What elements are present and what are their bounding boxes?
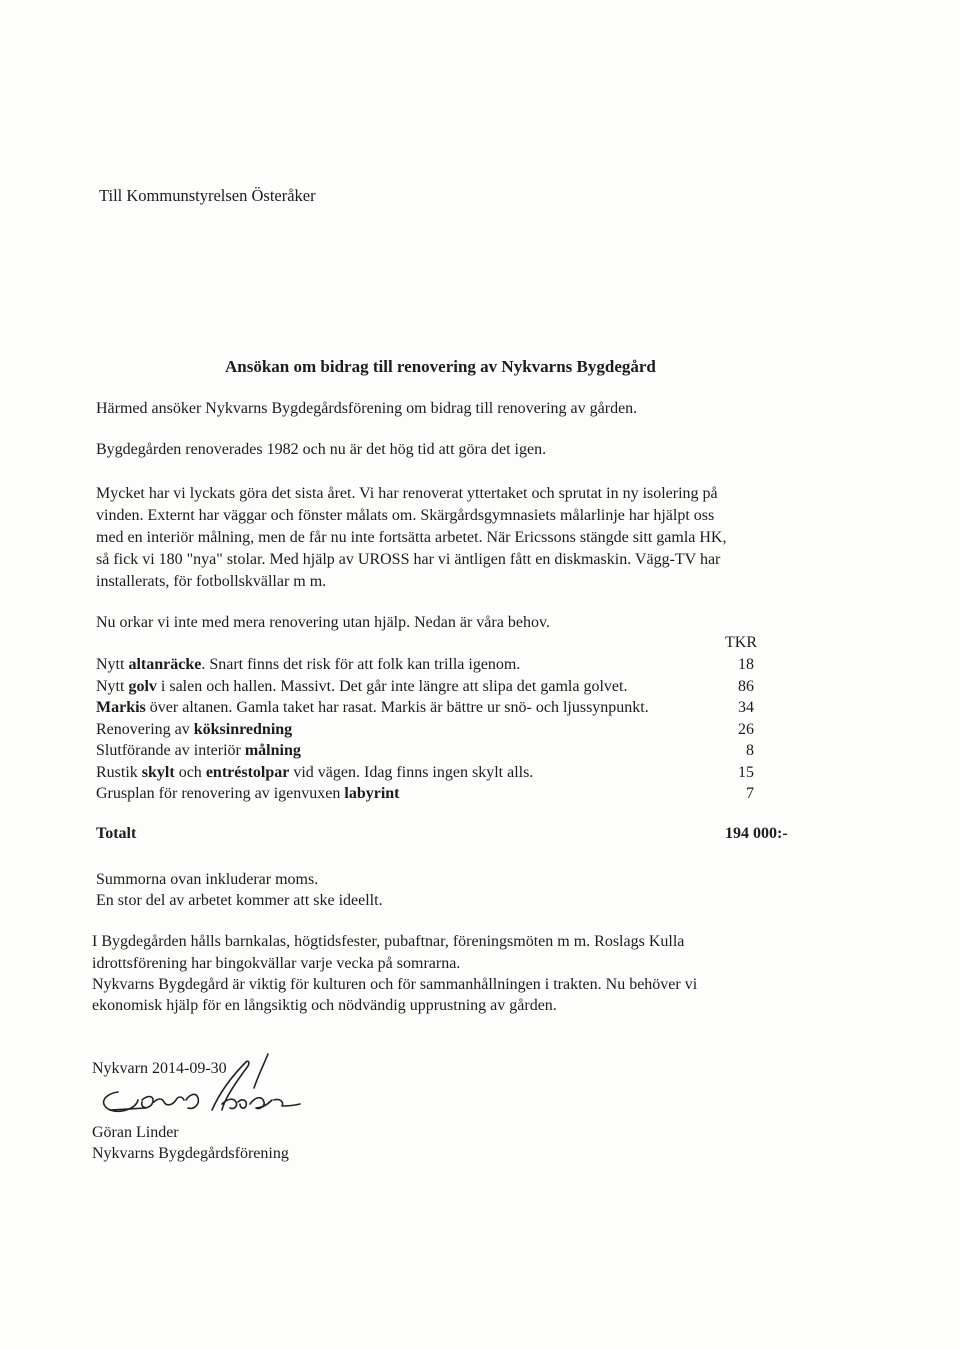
signature-image — [86, 1052, 306, 1122]
signer-name: Göran Linder — [92, 1124, 179, 1141]
intro-line-1: Härmed ansöker Nykvarns Bygdegårdsförening om bidrag till renovering av gården. — [96, 400, 638, 417]
list-item: Markis över altanen. Gamla taket har rasat. Markis är bättre ur snö- och ljussynpunkt. — [96, 699, 649, 716]
unit-header: TKR — [725, 634, 757, 651]
list-item-value: 8 — [746, 742, 754, 759]
list-item: Nytt altanräcke. Snart finns det risk för att folk kan trilla igenom. — [96, 656, 521, 673]
signature-stroke — [142, 1097, 153, 1108]
signature-stroke — [238, 1100, 246, 1108]
history-line-2: vinden. Externt har väggar och fönster målats om. Skärgårdsgymnasiets målarlinje har hjälpt oss — [96, 507, 715, 524]
note-line-2: En stor del av arbetet kommer att ske ideellt. — [96, 892, 383, 909]
letter-title: Ansökan om bidrag till renovering av Nykvarns Bygdegård — [225, 357, 656, 376]
list-item-value: 34 — [738, 699, 754, 716]
place-date: Nykvarn 2014-09-30 — [92, 1060, 227, 1077]
closing-line-4: ekonomisk hjälp för en långsiktig och nödvändig upprustning av gården. — [92, 997, 557, 1014]
signature-stroke — [250, 1098, 272, 1109]
closing-line-2: idrottsförening har bingokvällar varje vecka på somrarna. — [92, 955, 461, 972]
recipient-line: Till Kommunstyrelsen Österåker — [99, 186, 316, 205]
needs-intro: Nu orkar vi inte med mera renovering utan hjälp. Nedan är våra behov. — [96, 614, 550, 631]
total-value: 194 000:- — [725, 825, 788, 842]
list-item-value: 15 — [738, 764, 754, 781]
signer-organization: Nykvarns Bygdegårdsförening — [92, 1145, 289, 1162]
signature-stroke — [186, 1094, 198, 1108]
list-item-value: 7 — [746, 785, 754, 802]
list-item: Nytt golv i salen och hallen. Massivt. Det går inte längre att slipa det gamla golvet. — [96, 678, 628, 695]
list-item-value: 18 — [738, 656, 754, 673]
signature-stroke — [154, 1097, 184, 1105]
history-line-5: installerats, för fotbollskvällar m m. — [96, 573, 327, 590]
list-item: Grusplan för renovering av igenvuxen labyrint — [96, 785, 400, 802]
signature-stroke — [254, 1054, 268, 1088]
closing-line-3: Nykvarns Bygdegård är viktig för kulturen och för sammanhållningen i trakten. Nu behöver vi — [92, 976, 698, 993]
signature-stroke — [212, 1061, 249, 1110]
list-item-value: 86 — [738, 678, 754, 695]
list-item-value: 26 — [738, 721, 754, 738]
history-line-1: Mycket har vi lyckats göra det sista året. Vi har renoverat yttertaket och sprutat in ny isolering på — [96, 485, 718, 502]
list-item: Slutförande av interiör målning — [96, 742, 301, 759]
total-label: Totalt — [96, 825, 137, 842]
signature-stroke — [274, 1099, 300, 1106]
closing-line-1: I Bygdegården hålls barnkalas, högtidsfester, pubaftnar, föreningsmöten m m. Roslags Kulla — [92, 933, 685, 950]
list-item: Renovering av köksinredning — [96, 721, 293, 738]
list-item: Rustik skylt och entréstolpar vid vägen. Idag finns ingen skylt alls. — [96, 764, 534, 781]
intro-line-2: Bygdegården renoverades 1982 och nu är det hög tid att göra det igen. — [96, 441, 547, 458]
note-line-1: Summorna ovan inkluderar moms. — [96, 871, 319, 888]
history-line-4: så fick vi 180 "nya" stolar. Med hjälp av UROSS har vi äntligen fått en diskmaskin. Vägg-TV har — [96, 551, 721, 568]
signature-stroke — [110, 1108, 146, 1110]
history-line-3: med en interiör målning, men de får nu inte fortsätta arbetet. När Ericssons stängde sitt gamla HK, — [96, 529, 727, 546]
